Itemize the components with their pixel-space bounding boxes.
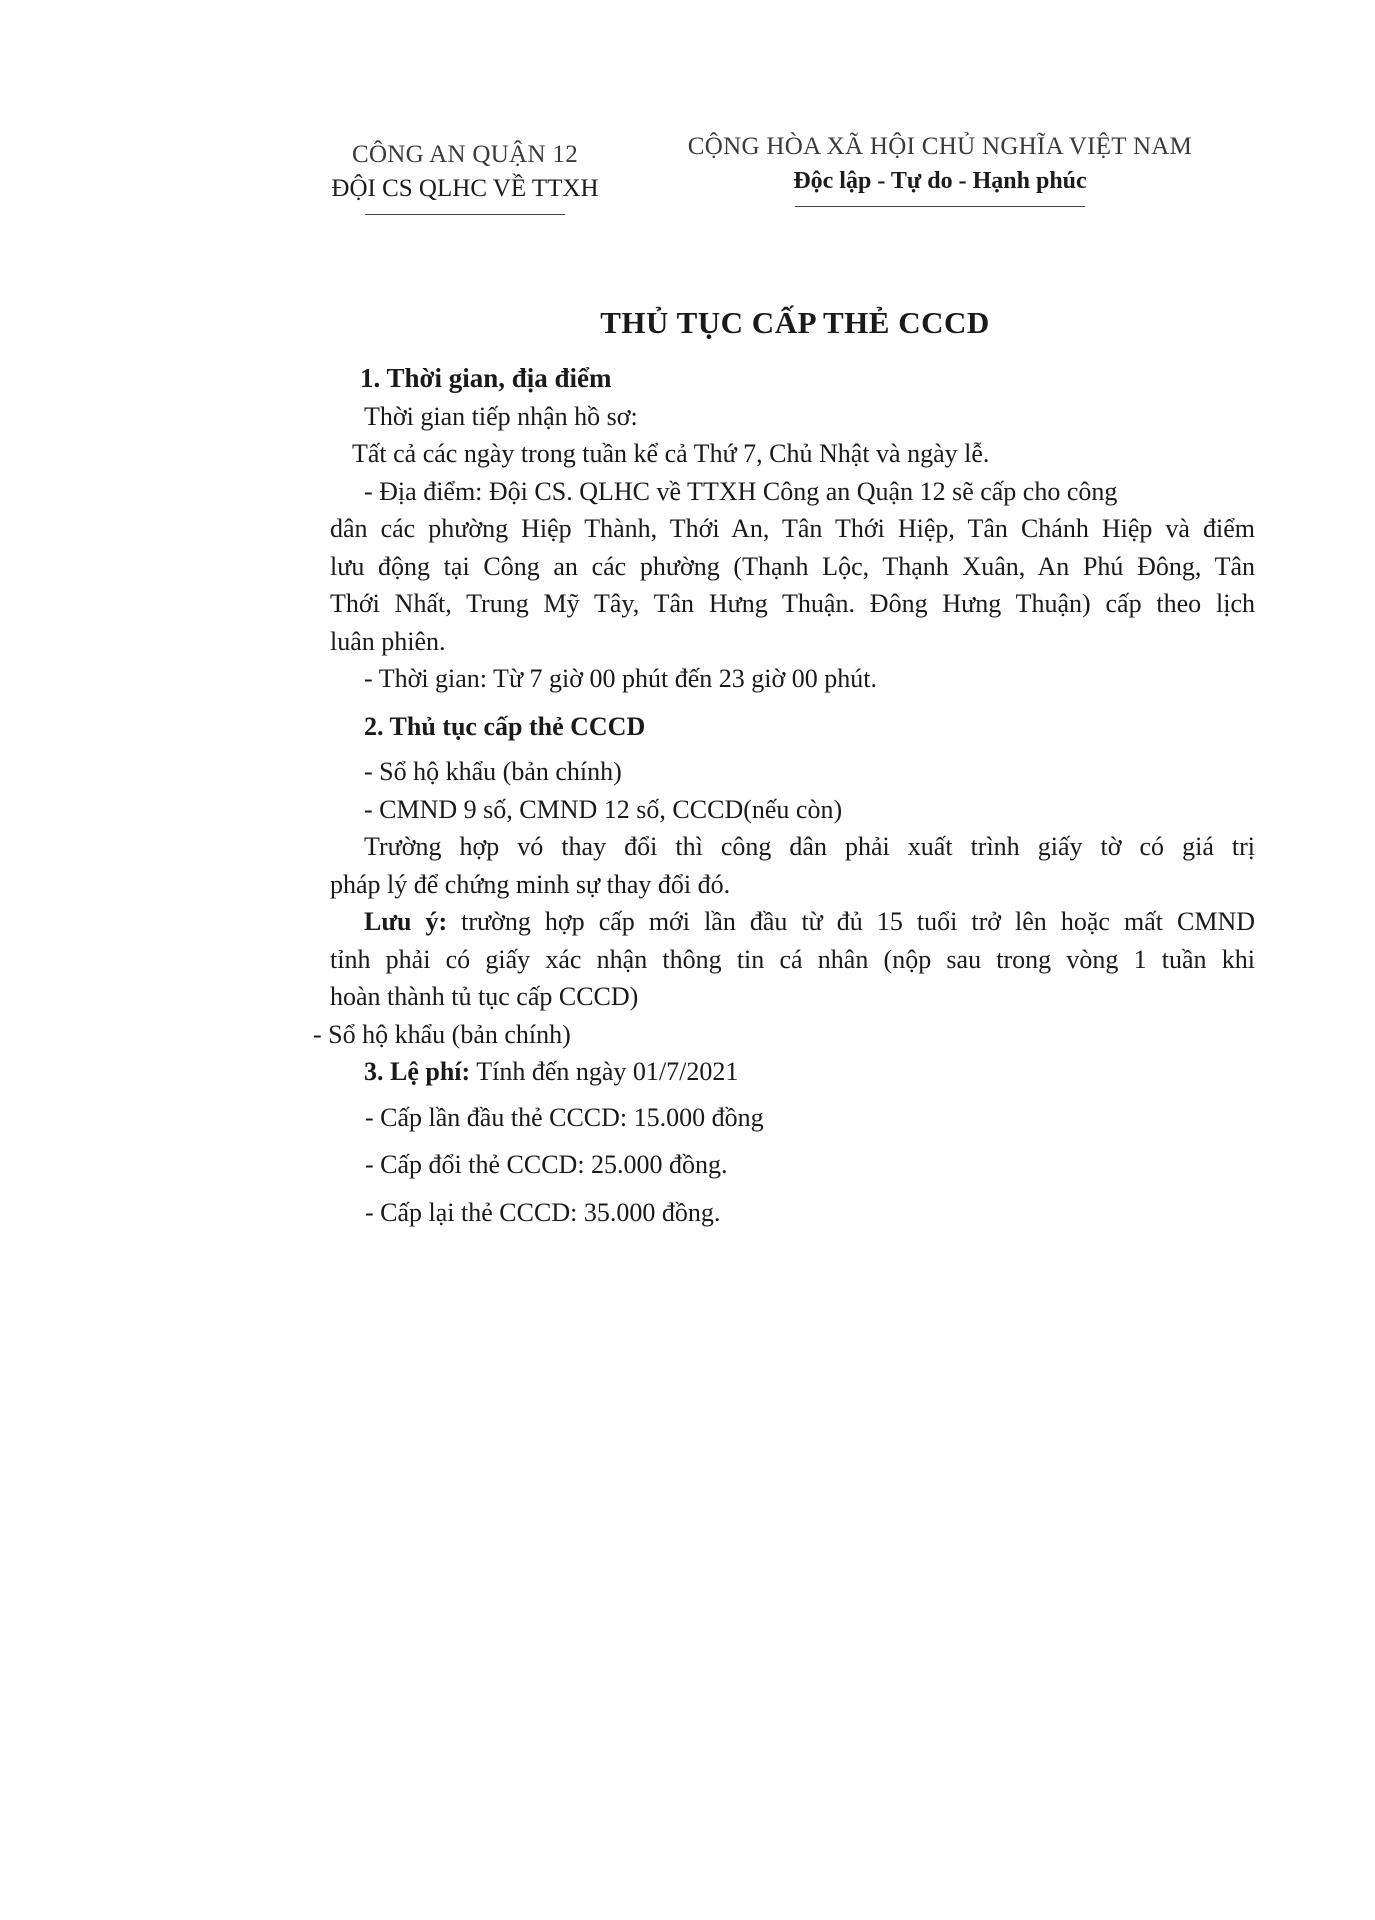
document-title-wrap <box>0 305 1300 341</box>
change-line-1: Trường hợp vó thay đổi thì công dân phải xuất trình giấy tờ có giá trị <box>364 832 1255 861</box>
note-line-3: hoàn thành tủ tục cấp CCCD) <box>330 982 639 1011</box>
section-3-heading <box>330 1053 1255 1091</box>
service-hours: - Thời gian: Từ 7 giờ 00 phút đến 23 giờ 00 phút. <box>364 664 877 693</box>
change-line-2: pháp lý để chứng minh sự thay đổi đó. <box>330 869 731 899</box>
location-line-1: - Địa điểm: Đội CS. QLHC về TTXH Công an Quận 12 sẽ cấp cho công <box>364 476 1118 506</box>
national-name: CỘNG HÒA XÃ HỘI CHỦ NGHĨA VIỆT NAM <box>687 133 1193 160</box>
motto-underline <box>795 206 1085 207</box>
document-body <box>313 360 1256 1231</box>
note-label: Lưu ý: <box>364 907 448 936</box>
fee-first-issue: - Cấp lần đầu thẻ CCCD: 15.000 đồng <box>365 1102 764 1132</box>
note-line-1 <box>330 903 1255 941</box>
location-line-5: luân phiên. <box>330 626 446 656</box>
location-line-3: lưu động tại Công an các phường (Thạnh Lộc, Thạnh Xuân, An Phú Đông, Tân <box>330 551 1255 581</box>
reception-days: Tất cả các ngày trong tuần kể cả Thứ 7, Chủ Nhật và ngày lễ. <box>352 439 990 468</box>
fee-heading-label: 3. Lệ phí: <box>364 1057 471 1086</box>
requirement-household-book-repeat: - Sổ hộ khẩu (bản chính) <box>313 1019 571 1049</box>
requirement-id-card: - CMND 9 số, CMND 12 số, CCCD(nếu còn) <box>364 794 843 824</box>
reception-label: Thời gian tiếp nhận hồ sơ: <box>364 401 638 431</box>
location-line-2: dân các phường Hiệp Thành, Thới An, Tân Thới Hiệp, Tân Chánh Hiệp và điểm <box>330 514 1255 543</box>
section-2-heading: 2. Thủ tục cấp thẻ CCCD <box>364 711 646 741</box>
national-motto: Độc lập - Tự do - Hạnh phúc <box>793 168 1087 194</box>
location-line-4: Thới Nhất, Trung Mỹ Tây, Tân Hưng Thuận. Đông Hưng Thuận) cấp theo lịch <box>330 589 1255 618</box>
note-line-2: tỉnh phải có giấy xác nhận thông tin cá nhân (nộp sau trong vòng 1 tuần khi <box>330 944 1255 974</box>
fee-exchange: - Cấp đổi thẻ CCCD: 25.000 đồng. <box>365 1150 728 1179</box>
requirement-household-book: - Sổ hộ khẩu (bản chính) <box>364 757 622 786</box>
fee-reissue: - Cấp lại thẻ CCCD: 35.000 đồng. <box>365 1197 721 1227</box>
issuer-header <box>300 138 630 215</box>
fee-heading-date: Tính đến ngày 01/7/2021 <box>470 1057 739 1086</box>
note-text-1: trường hợp cấp mới lần đầu từ đủ 15 tuổi trở lên hoặc mất CMND <box>461 907 1256 936</box>
document-title: THỦ TỤC CẤP THẺ CCCD <box>600 305 990 340</box>
national-header <box>670 130 1210 207</box>
section-1-heading: 1. Thời gian, địa điểm <box>360 363 612 393</box>
issuer-agency: CÔNG AN QUẬN 12 <box>351 141 579 168</box>
issuer-underline <box>365 214 565 215</box>
issuer-unit: ĐỘI CS QLHC VỀ TTXH <box>331 175 599 202</box>
